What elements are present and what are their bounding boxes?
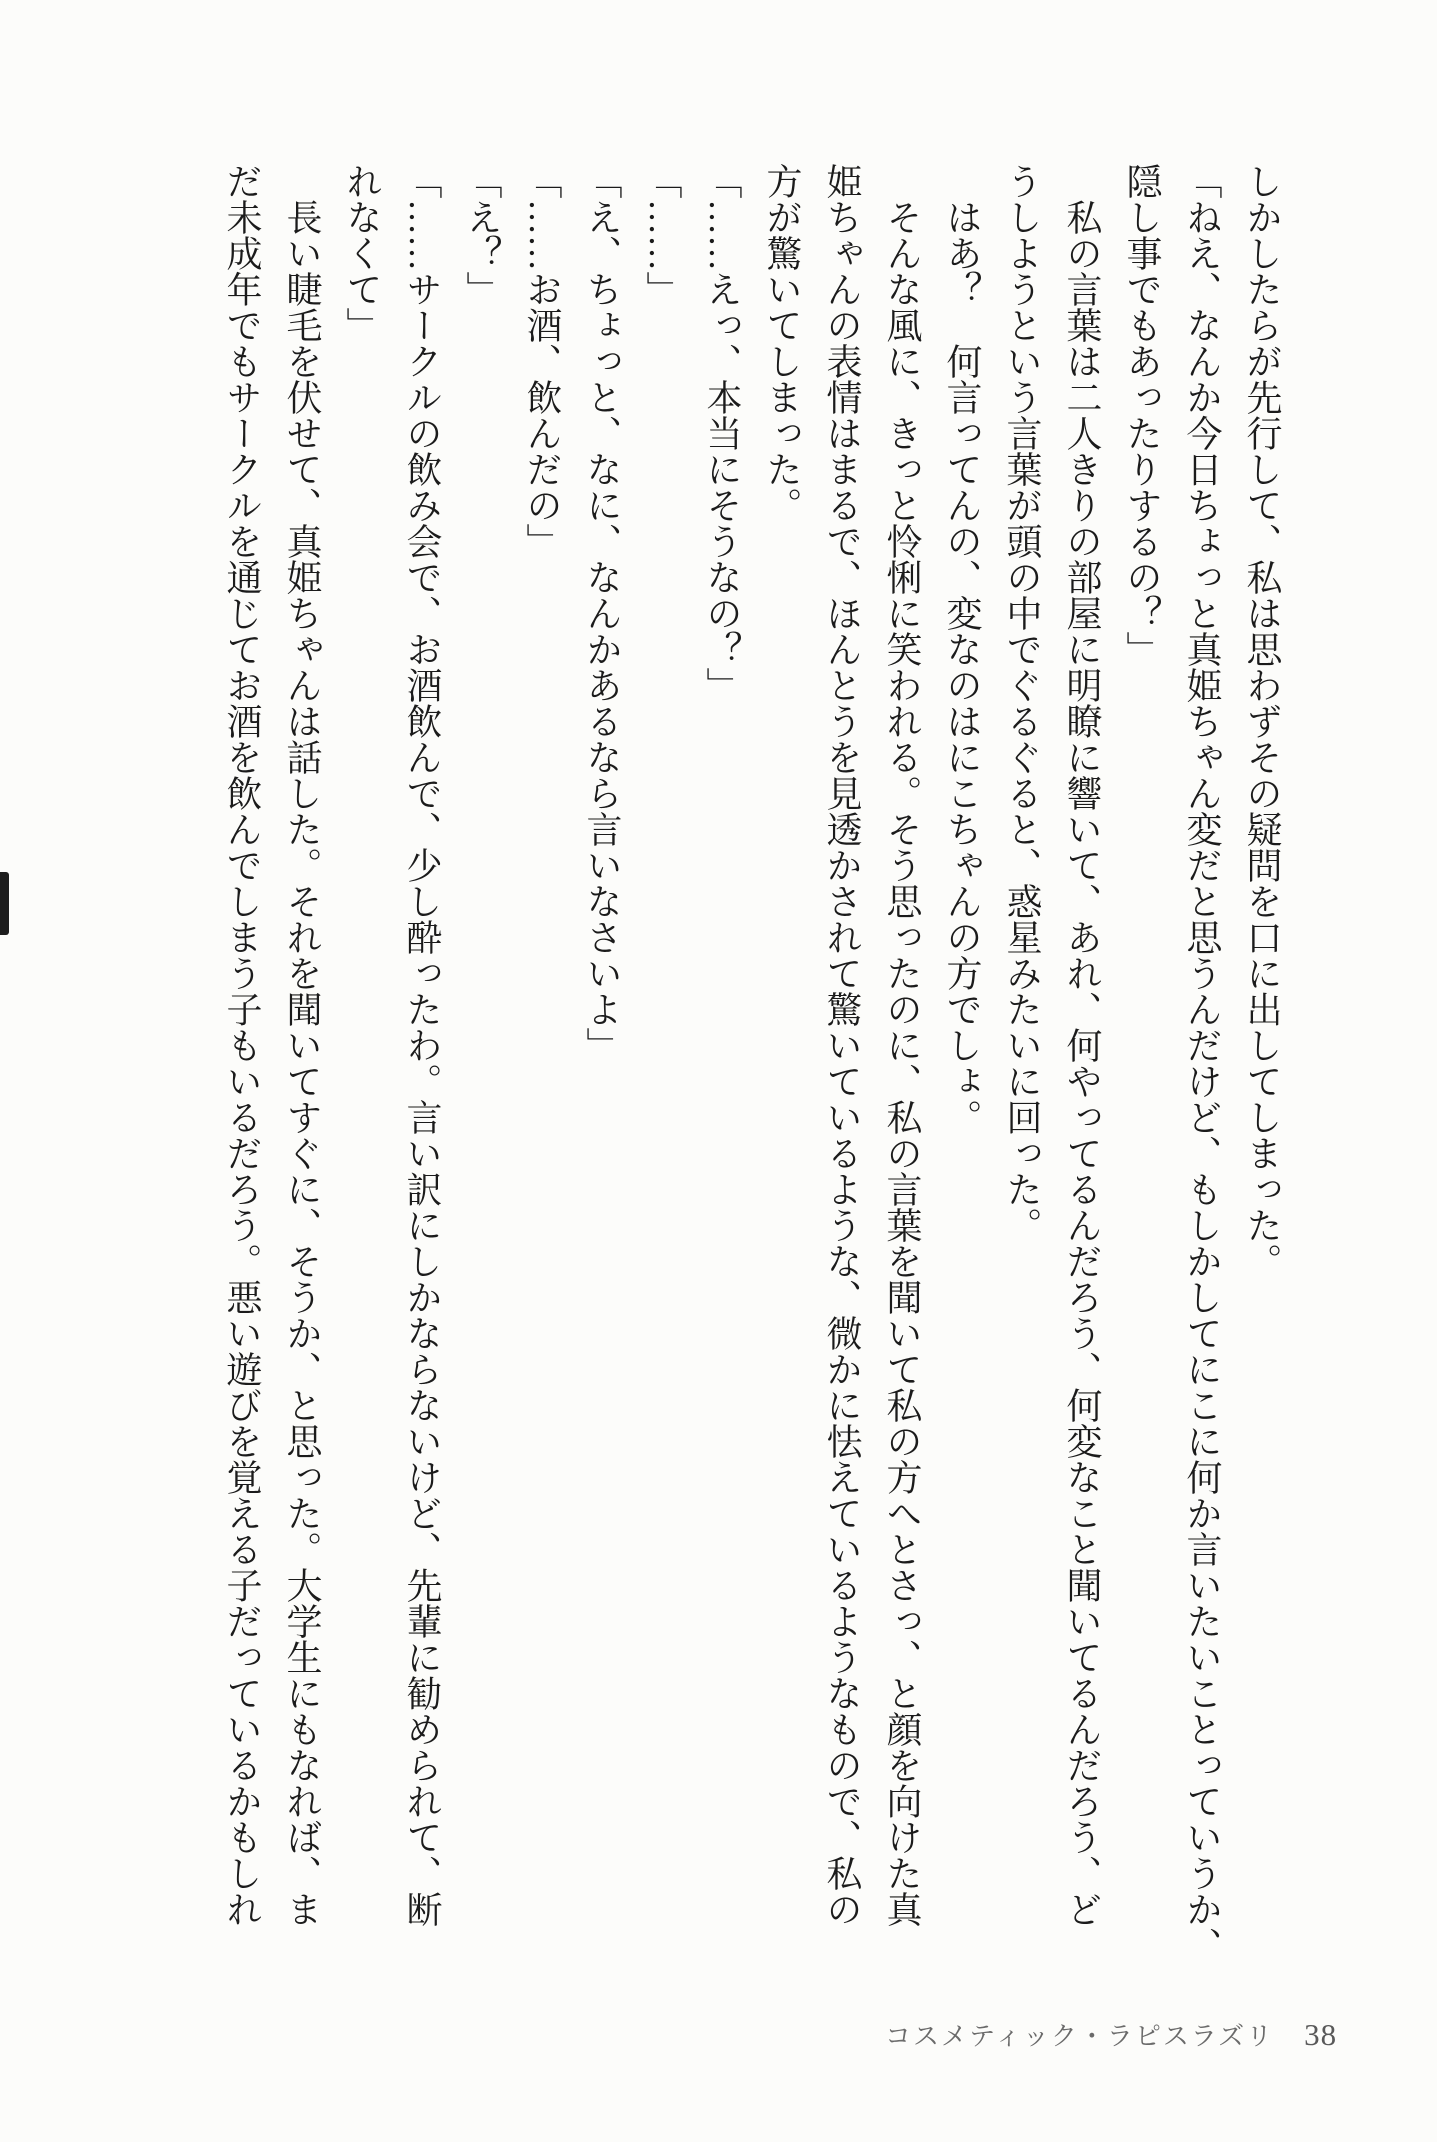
text-line: はあ？ 何言ってんの、変なのはにこちゃんの方でしょ。 bbox=[942, 163, 982, 1135]
text-line: しかしたらが先行して、私は思わずその疑問を口に出してしまった。 bbox=[1242, 163, 1282, 1279]
page-footer bbox=[885, 2016, 1337, 2053]
text-line: うしようという言葉が頭の中でぐるぐると、惑星みたいに回った。 bbox=[1002, 163, 1042, 1243]
scan-artifact bbox=[0, 872, 9, 935]
page-number: 38 bbox=[1304, 2017, 1338, 2052]
text-line: れなくて」 bbox=[342, 163, 382, 343]
text-line: 方が驚いてしまった。 bbox=[762, 163, 802, 523]
text-line: 隠し事でもあったりするの？」 bbox=[1122, 163, 1162, 667]
text-line: だ未成年でもサークルを通じてお酒を飲んでしまう子もいるだろう。悪い遊びを覚える子だっているかもしれ bbox=[222, 163, 262, 1927]
novel-text bbox=[212, 163, 1292, 1963]
text-line: 「……えっ、本当にそうなの？」 bbox=[702, 163, 742, 703]
text-line: 「……お酒、飲んだの」 bbox=[522, 163, 562, 559]
text-line: 私の言葉は二人きりの部屋に明瞭に響いて、あれ、何やってるんだろう、何変なこと聞いてるんだろう、ど bbox=[1062, 163, 1102, 1927]
text-line: 「え？」 bbox=[462, 163, 502, 307]
text-line: 「え、ちょっと、なに、なんかあるなら言いなさいよ」 bbox=[582, 163, 622, 1063]
text-line: 「……サークルの飲み会で、お酒飲んで、少し酔ったわ。言い訳にしかならないけど、先輩に勧められて、断 bbox=[402, 163, 442, 1927]
text-line: 「……」 bbox=[642, 163, 682, 307]
running-title: コスメティック・ラピスラズリ bbox=[885, 2022, 1275, 2051]
text-line: 長い睫毛を伏せて、真姫ちゃんは話した。それを聞いてすぐに、そうか、と思った。大学生にもなれば、ま bbox=[282, 163, 322, 1927]
text-line: 「ねえ、なんか今日ちょっと真姫ちゃん変だと思うんだけど、もしかしてにこに何か言いたいことっていうか、 bbox=[1182, 163, 1222, 1963]
text-line: そんな風に、きっと怜悧に笑われる。そう思ったのに、私の言葉を聞いて私の方へとさっ、と顔を向けた真 bbox=[882, 163, 922, 1927]
text-line: 姫ちゃんの表情はまるで、ほんとうを見透かされて驚いているような、微かに怯えているようなもので、私の bbox=[822, 163, 862, 1927]
